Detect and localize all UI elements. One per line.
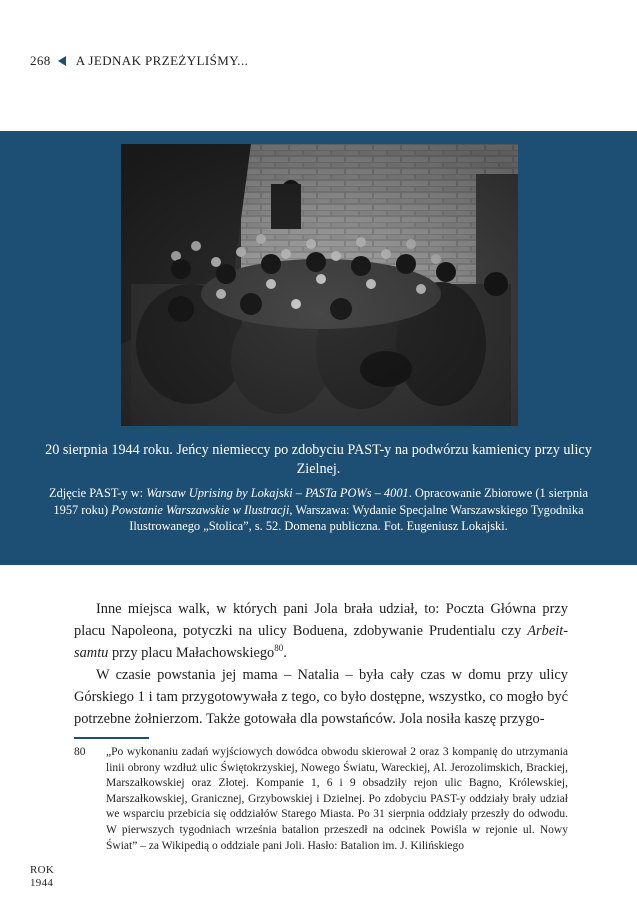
paragraph-2: W czasie powstania jej mama – Natalia – była cały czas w domu przy ulicy Górskiego 1 i tam przygotowywała z tego, co było dostępne, wszystko, co mogło być potrzebne żołnierzom. Także gotowała dla powstańców. Jola nosiła kaszę przygo- — [74, 667, 568, 727]
body-text — [74, 598, 568, 730]
footnote-divider — [74, 737, 149, 739]
margin-year-label — [30, 864, 54, 890]
credit-middle: . Opracowanie Zbiorowe (1 sierpnia 1957 roku) — [53, 486, 588, 517]
paragraph-1 — [74, 598, 568, 664]
p1-start: Inne miejsca walk, w których pani Jola brała udział, to: Poczta Główna przy placu Napoleona, potyczki na ulicy Boduena, zdobywanie Prudentialu czy — [74, 601, 568, 639]
running-header — [30, 53, 248, 69]
footnote-number: 80 — [74, 746, 86, 758]
margin-year: 1944 — [30, 877, 54, 889]
figure-caption: 20 sierpnia 1944 roku. Jeńcy niemieccy po zdobyciu PAST-y na podwórzu kamienicy przy ulicy Zielnej. — [45, 442, 592, 477]
footnote-text: „Po wykonaniu zadań wyjściowych dowódca obwodu skierował 2 oraz 3 kompanię do utrzymania linii obrony wzdłuż ulic Świętokrzyskiej, Nowego Światu, Wareckiej, Al. Jerozolimskich, Brackiej, Marszałkowskiej oraz Złotej. Kompanie 1, 6 i 9 obsadziły rejon ulic Bagno, Królewskiej, Marszałkowskiej, Granicznej, Grzybowskiej i Dzielnej. Po zdobyciu PAST-y oddziały brały udział we wsparciu przebicia się oddziałów Starego Miasta. Po 31 sierpnia oddziały przeszły do odwodu. W pierwszych tygodniach września batalion przeszedł na odcinek Powiśla w rejonie ul. Nowy Świat” – za Wikipedią o oddziale pani Joli. Hasło: Batalion im. J. Kilińskiego — [106, 746, 568, 852]
running-title: A JEDNAK PRZEŻYLIŚMY... — [75, 53, 249, 68]
margin-label: ROK — [30, 864, 55, 876]
credit-source-title: Warsaw Uprising by Lokajski – PASTa POWs – 4001 — [146, 486, 409, 500]
photo-illustration — [121, 144, 518, 426]
footnote — [74, 745, 568, 854]
page-number: 268 — [30, 53, 51, 68]
credit-book-title: Powstanie Warszawskie w Ilustracji, — [111, 502, 293, 517]
p1-end: przy placu Małachowskiego — [108, 645, 275, 661]
p1-tail: . — [283, 645, 287, 661]
credit-suffix: Warszawa: Wydanie Specjalne Warszawskiego Tygodnika Ilustrowanego „Stolica”, s. 52. Domena publiczna. Fot. Eugeniusz Lokajski. — [129, 502, 584, 533]
figure-credit — [40, 485, 597, 535]
p1-italic: Arbeit-samtu — [74, 623, 568, 661]
footnote-ref[interactable]: 80 — [274, 643, 284, 654]
figure-band — [0, 131, 637, 565]
left-arrow-icon — [58, 56, 66, 66]
credit-prefix: Zdjęcie PAST-y w: — [49, 486, 147, 500]
historical-photo — [121, 144, 518, 426]
